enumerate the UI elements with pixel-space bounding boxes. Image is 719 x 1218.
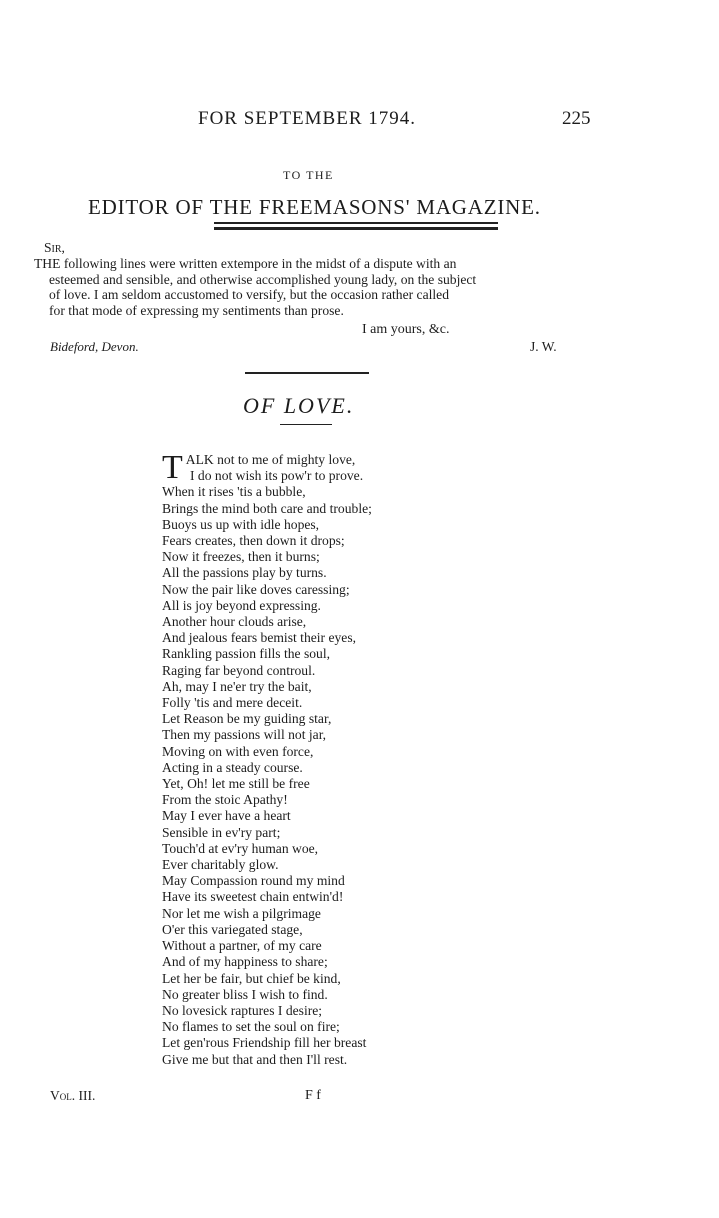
poem-body <box>162 449 372 1068</box>
poem-line: May I ever have a heart <box>162 808 291 824</box>
poem-line: Fears creates, then down it drops; <box>162 533 345 549</box>
poem-line: I do not wish its pow'r to prove. <box>190 468 364 484</box>
poem-title: OF LOVE. <box>243 393 355 418</box>
poem-line: Have its sweetest chain entwin'd! <box>162 889 344 905</box>
heading-rule-bottom <box>214 227 498 230</box>
poem-line: Buoys us up with idle hopes, <box>162 516 320 532</box>
poem-line: O'er this variegated stage, <box>162 921 303 937</box>
letter-line: for that mode of expressing my sentiments than prose. <box>49 303 344 319</box>
poem-line: When it rises 'tis a bubble, <box>162 484 306 500</box>
letter-initials: J. W. <box>530 339 557 354</box>
poem-line: Ah, may I ne'er try the bait, <box>162 678 312 694</box>
poem-line: Nor let me wish a pilgrimage <box>162 905 321 921</box>
title-rule-top <box>245 372 369 374</box>
poem-line: Rankling passion fills the soul, <box>162 646 331 662</box>
poem-line: No flames to set the soul on fire; <box>162 1019 340 1035</box>
letter-place: Bideford, Devon. <box>50 339 139 354</box>
title-rule-bottom <box>280 424 332 425</box>
footer-signature-mark: F f <box>305 1088 321 1103</box>
poem-line: All the passions play by turns. <box>162 565 327 581</box>
running-head: FOR SEPTEMBER 1794. <box>198 108 417 129</box>
letter-line: esteemed and sensible, and otherwise accomplished young lady, on the subject <box>49 271 477 287</box>
poem-line: Moving on with even force, <box>162 743 314 759</box>
poem-line: May Compassion round my mind <box>162 873 345 889</box>
poem-line: And of my happiness to share; <box>162 954 328 970</box>
heading-rule-top <box>214 222 498 224</box>
poem-line: Then my passions will not jar, <box>162 727 327 743</box>
poem-line: Now it freezes, then it burns; <box>162 549 320 565</box>
poem-dropcap: T <box>162 449 183 486</box>
poem-line: Yet, Oh! let me still be free <box>162 776 310 792</box>
letter-salutation: Sir, <box>44 240 65 255</box>
poem-line: No greater bliss I wish to find. <box>162 986 328 1002</box>
letter-address-editor: EDITOR OF THE FREEMASONS' MAGAZINE. <box>88 195 541 219</box>
poem-line: Sensible in ev'ry part; <box>162 824 281 840</box>
poem-line: No lovesick raptures I desire; <box>162 1002 323 1018</box>
letter-signoff: I am yours, &c. <box>362 322 450 337</box>
poem-line: Let gen'rous Friendship fill her breast <box>162 1035 367 1051</box>
poem-line: ALK not to me of mighty love, <box>185 452 356 467</box>
poem-line: Brings the mind both care and trouble; <box>162 500 372 516</box>
poem-line: Now the pair like doves caressing; <box>162 581 350 597</box>
page-number: 225 <box>562 108 591 129</box>
poem-line: Another hour clouds arise, <box>162 614 307 630</box>
poem-line: Ever charitably glow. <box>162 857 279 873</box>
letter-text <box>34 240 594 319</box>
poem-line: All is joy beyond expressing. <box>162 597 321 613</box>
poem-line: And jealous fears bemist their eyes, <box>162 630 357 646</box>
poem-line: Raging far beyond controul. <box>162 662 316 678</box>
poem-line: Touch'd at ev'ry human woe, <box>162 840 319 856</box>
letter-first-line: THE following lines were written extempore in the midst of a dispute with an <box>34 255 457 271</box>
poem-line: From the stoic Apathy! <box>162 792 288 808</box>
poem-line: Acting in a steady course. <box>162 759 303 775</box>
letter-line: of love. I am seldom accustomed to versify, but the occasion rather called <box>49 287 449 303</box>
letter-address-to: TO THE <box>283 168 334 182</box>
poem-line: Folly 'tis and mere deceit. <box>162 695 303 711</box>
poem-line: Give me but that and then I'll rest. <box>162 1051 348 1067</box>
poem-line: Let Reason be my guiding star, <box>162 711 332 727</box>
poem-line: Let her be fair, but chief be kind, <box>162 970 341 986</box>
footer-volume: Vol. III. <box>50 1088 96 1103</box>
poem-line: Without a partner, of my care <box>162 938 322 954</box>
